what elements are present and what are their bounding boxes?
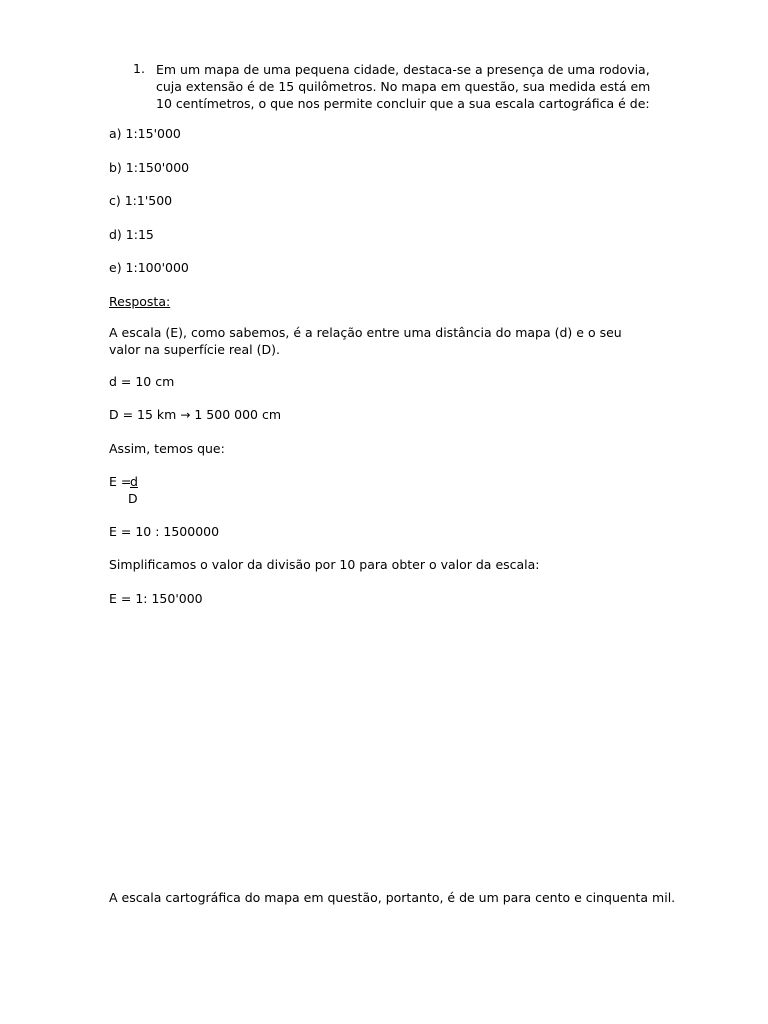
option-d: d) 1:15 — [109, 227, 154, 242]
option-b: b) 1:150'000 — [109, 160, 190, 175]
D-value-line — [109, 407, 281, 423]
assim-line: Assim, temos que: — [109, 441, 225, 456]
question-text: Em um mapa de uma pequena cidade, destaca-se a presença de uma rodovia, cuja extensão é de 15 quilômetros. No mapa em questão, sua medida está em 10 centímetros, o que nos permite concluir que a sua escala cartográfica é de: — [156, 62, 651, 111]
d-value-line: d = 10 cm — [109, 374, 175, 389]
formula-lhs: E = — [109, 474, 132, 489]
question-number: 1. — [133, 61, 145, 76]
option-c: c) 1:1'500 — [109, 193, 173, 208]
option-e: e) 1:100'000 — [109, 260, 189, 275]
option-a: a) 1:15'000 — [109, 126, 181, 141]
simplify-line: Simplificamos o valor da divisão por 10 para obter o valor da escala: — [109, 557, 540, 572]
formula-denominator: D — [128, 491, 138, 506]
division-line: E = 10 : 1500000 — [109, 524, 220, 539]
result-line: E = 1: 150'000 — [109, 591, 203, 606]
D-value-left: D = 15 km — [109, 407, 177, 422]
answer-heading: Resposta: — [109, 294, 171, 309]
formula-numerator: d — [130, 474, 138, 489]
arrow-right-icon: → — [180, 408, 191, 422]
D-value-right: 1 500 000 cm — [194, 407, 282, 422]
conclusion-line: A escala cartográfica do mapa em questão, portanto, é de um para cento e cinquenta mil. — [109, 890, 676, 905]
answer-explanation: A escala (E), como sabemos, é a relação entre uma distância do mapa (d) e o seu valor na superfície real (D). — [109, 325, 622, 357]
